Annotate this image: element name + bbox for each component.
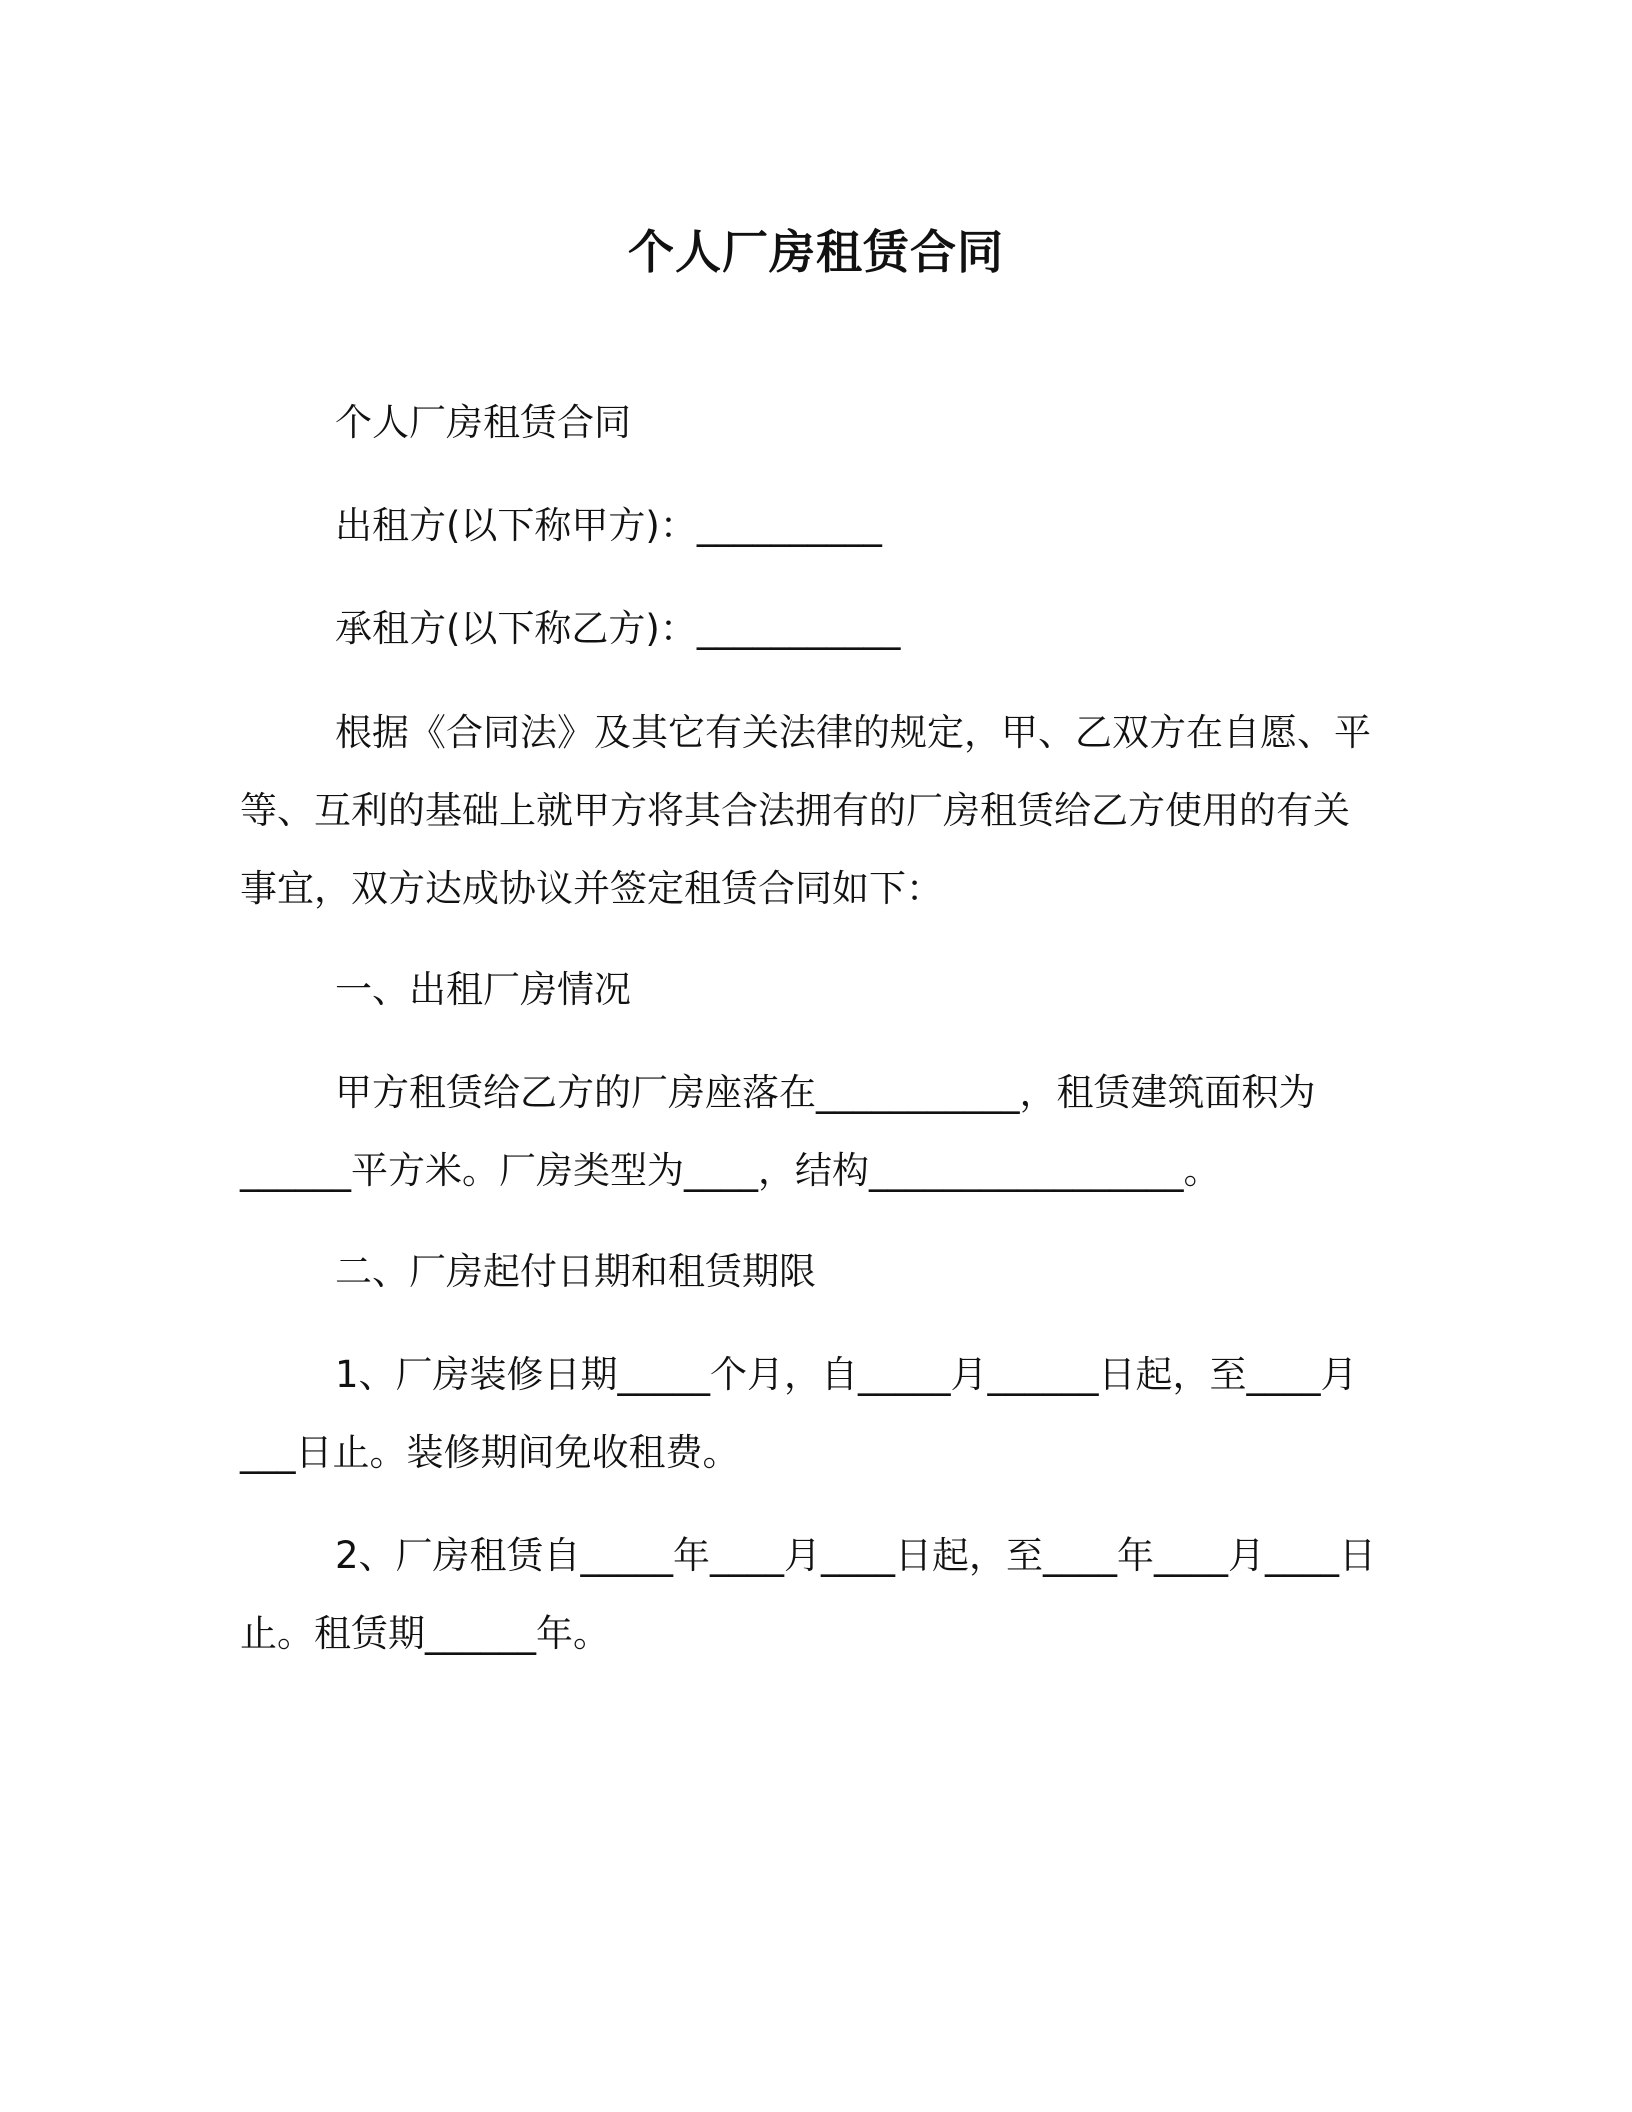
lessor-line: 出租方(以下称甲方)：__________ [335, 504, 882, 547]
document-subtitle: 个人厂房租赁合同 [335, 401, 631, 444]
lessee-line: 承租方(以下称乙方)：___________ [335, 607, 901, 650]
section-2-heading: 二、厂房起付日期和租赁期限 [335, 1250, 816, 1293]
section-1-heading: 一、出租厂房情况 [335, 968, 631, 1011]
clause-2: 2、厂房租赁自_____年____月____日起，至____年____月____日止。租赁期______年。 [240, 1534, 1377, 1655]
document-title: 个人厂房租赁合同 [628, 225, 1004, 279]
clause-1: 1、厂房装修日期_____个月，自_____月______日起，至____月___日止。装修期间免收租费。 [240, 1353, 1358, 1474]
section-1-body: 甲方租赁给乙方的厂房座落在___________，租赁建筑面积为______平方米。厂房类型为____，结构_________________。 [240, 1071, 1316, 1192]
preamble-paragraph: 根据《合同法》及其它有关法律的规定，甲、乙双方在自愿、平等、互利的基础上就甲方将其合法拥有的厂房租赁给乙方使用的有关事宜，双方达成协议并签定租赁合同如下： [240, 711, 1371, 910]
